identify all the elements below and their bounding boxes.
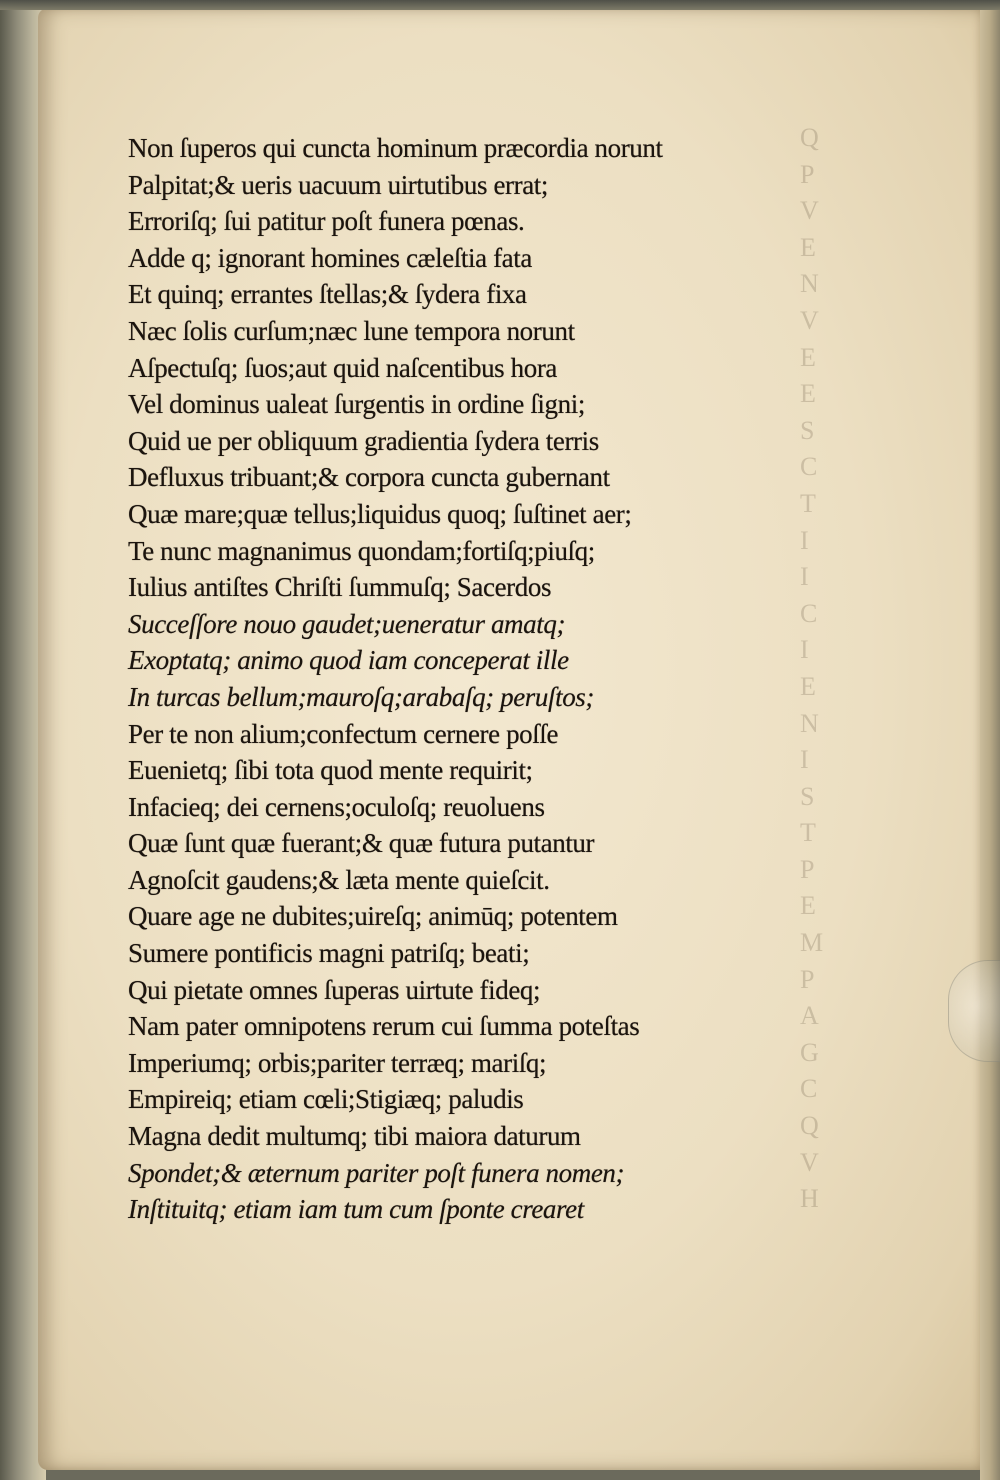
verse-line: Per te non alium;confectum cernere poſſe xyxy=(128,718,559,749)
verse-line: Quæ mare;quæ tellus;liquidus quoq; ſuſtinet aer; xyxy=(128,498,632,529)
verse-line: Næc ſolis curſum;næc lune tempora norunt xyxy=(128,315,575,346)
verse-text-block xyxy=(128,130,808,1228)
verse-line: Imperiumq; orbis;pariter terræq; mariſq; xyxy=(128,1047,547,1078)
verse-line: In turcas bellum;mauroſq;arabaſq; peruſtos; xyxy=(128,681,595,712)
verse-line: Magna dedit multumq; tibi maiora daturum xyxy=(128,1121,581,1152)
verse-line: Non ſuperos qui cuncta hominum præcordia norunt xyxy=(128,133,663,163)
verse-line: Spondet;& æternum pariter poſt funera nomen; xyxy=(128,1157,625,1188)
verse-line: Vel dominus ualeat ſurgentis in ordine ſigni; xyxy=(128,389,585,420)
verse-line: Succeſſore nouo gaudet;ueneratur amatq; xyxy=(128,608,566,639)
verse-line: Nam pater omnipotens rerum cui ſumma poteſtas xyxy=(128,1011,640,1042)
verse-line: Defluxus tribuant;& corpora cuncta gubernant xyxy=(128,462,610,493)
verse-line: Inſtituitq; etiam iam tum cum ſponte crearet xyxy=(128,1194,584,1225)
verse-line: Empireiq; etiam cœli;Stigiæq; paludis xyxy=(128,1084,524,1115)
verse-line: Et quinq; errantes ſtellas;& ſydera fixa xyxy=(128,279,527,310)
verse-line: Quæ ſunt quæ fuerant;& quæ futura putantur xyxy=(128,828,595,859)
page-top-edge xyxy=(0,0,1000,10)
verse-line: Exoptatq; animo quod iam conceperat ille xyxy=(128,645,569,676)
verse-line: Aſpectuſq; ſuos;aut quid naſcentibus hora xyxy=(128,352,558,383)
verse-line: Quid ue per obliquum gradientia ſydera terris xyxy=(128,425,599,456)
verse-line: Palpitat;& ueris uacuum uirtutibus errat; xyxy=(128,169,549,200)
verse-line: Infacieq; dei cernens;oculoſq; reuoluens xyxy=(128,791,545,822)
verse-line: Agnoſcit gaudens;& læta mente quieſcit. xyxy=(128,864,550,895)
verse-line: Euenietq; ſibi tota quod mente requirit; xyxy=(128,755,533,786)
verse-line: Iulius antiſtes Chriſti ſummuſq; Sacerdos xyxy=(128,572,552,603)
verse-line: Erroriſq; ſui patitur poſt funera pœnas. xyxy=(128,206,525,237)
verse-line: Sumere pontificis magni patriſq; beati; xyxy=(128,938,530,969)
show-through-text: Q P V E N V E E S C T I I C I E N I S T P E M P A G C Q V H xyxy=(800,123,824,1214)
verse-line: Te nunc magnanimus quondam;fortiſq;piuſq; xyxy=(128,535,595,566)
verse-line: Adde q; ignorant homines cæleſtia fata xyxy=(128,242,532,273)
verse-line: Qui pietate omnes ſuperas uirtute fideq; xyxy=(128,974,541,1005)
verse-line: Quare age ne dubites;uireſq; animūq; potentem xyxy=(128,901,618,932)
page-fore-edge xyxy=(980,0,1000,1480)
clasp-mark xyxy=(948,960,1000,1062)
